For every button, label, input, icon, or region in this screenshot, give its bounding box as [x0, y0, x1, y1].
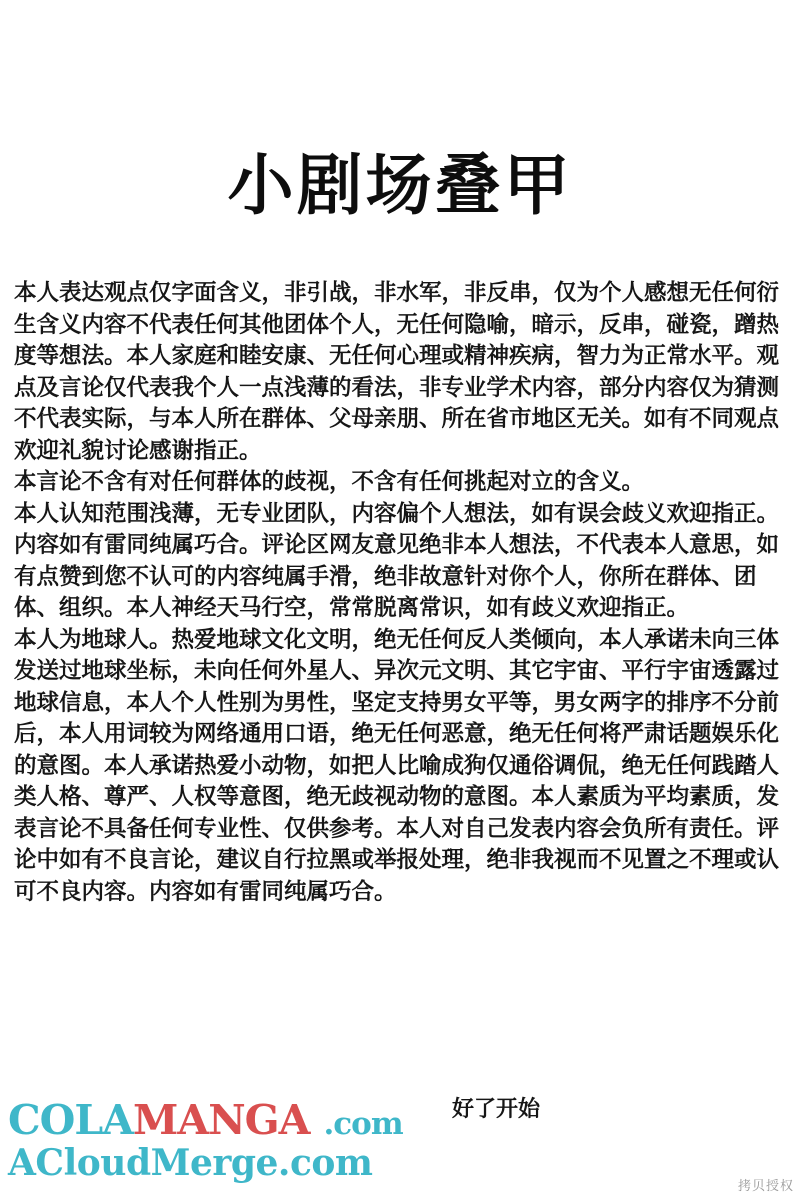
watermark-site-url: ACloudMerge.com: [8, 1142, 373, 1184]
watermark-brand: [8, 1096, 403, 1144]
disclaimer-paragraph: 本人表达观点仅字面含义，非引战，非水军，非反串，仅为个人感想无任何衍生含义内容不代表任何其他团体个人，无任何隐喻，暗示，反串，碰瓷，蹭热度等想法。本人家庭和睦安康、无任何心理或精神疾病，智力为正常水平。观点及言论仅代表我个人一点浅薄的看法，非专业学术内容，部分内容仅为猜测不代表实际，与本人所在群体、父母亲朋、所在省市地区无关。如有不同观点欢迎礼貌讨论感谢指正。: [14, 280, 780, 464]
disclaimer-text: [14, 278, 786, 908]
closing-text: 好了开始: [452, 1097, 541, 1122]
corner-copyright-note: 拷贝授权: [737, 1179, 794, 1194]
page-title: 小剧场叠甲: [227, 147, 573, 224]
site-watermark: [8, 1096, 428, 1186]
watermark-brand-manga: MANGA: [133, 1096, 310, 1144]
watermark-brand-cola: COLA: [8, 1096, 133, 1144]
disclaimer-paragraph: 本人为地球人。热爱地球文化文明，绝无任何反人类倾向，本人承诺未向三体发送过地球坐标，未向任何外星人、异次元文明、其它宇宙、平行宇宙透露过地球信息，本人个人性别为男性，坚定支持男女平等，男女两字的排序不分前后，本人用词较为网络通用口语，绝无任何恶意，绝无任何将严肃话题娱乐化的意图。本人承诺热爱小动物，如把人比喻成狗仅通俗调侃，绝无任何践踏人类人格、尊严、人权等意图，绝无歧视动物的意图。本人素质为平均素质，发表言论不具备任何专业性、仅供参考。本人对自己发表内容会负所有责任。评论中如有不良言论，建议自行拉黑或举报处理，绝非我视而不见置之不理或认可不良内容。内容如有雷同纯属巧合。: [14, 626, 780, 905]
watermark-brand-suffix: .com: [323, 1106, 403, 1142]
disclaimer-paragraph: 本言论不含有对任何群体的歧视，不含有任何挑起对立的含义。: [14, 469, 645, 495]
disclaimer-paragraph: 本人认知范围浅薄，无专业团队，内容偏个人想法，如有误会歧义欢迎指正。内容如有雷同纯属巧合。评论区网友意见绝非本人想法，不代表本人意思，如有点赞到您不认可的内容纯属手滑，绝非故意针对你个人，你所在群体、团体、组织。本人神经天马行空，常常脱离常识，如有歧义欢迎指正。: [14, 500, 780, 621]
